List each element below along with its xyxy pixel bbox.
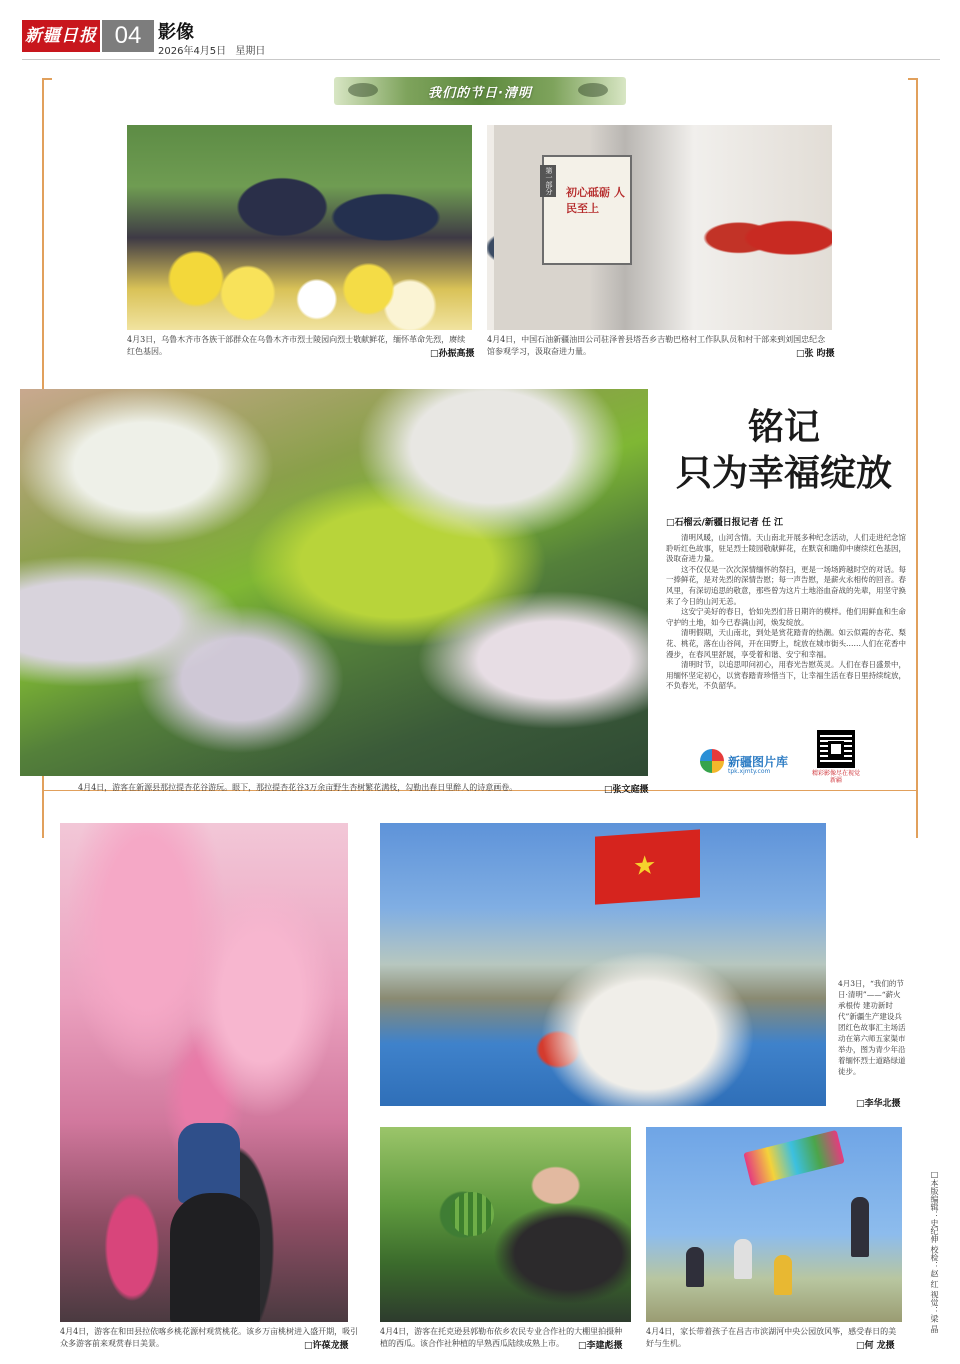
headline-line-1: 铭记 bbox=[747, 407, 820, 448]
bird-decoration-icon bbox=[348, 83, 378, 97]
article-body bbox=[666, 533, 908, 692]
photo-peach-blossom bbox=[60, 823, 348, 1322]
caption-photo-3 bbox=[78, 782, 598, 794]
caption-text: 4月4日，游客在和田县拉依喀乡桃花源村观赏桃花。该乡万亩桃树进入盛开期，吸引众多游客前来观赏春日美景。 bbox=[60, 1327, 359, 1348]
article-byline: □石榴云/新疆日报记者 任 江 bbox=[666, 518, 784, 528]
newspaper-logo: 新疆日报 bbox=[22, 20, 100, 52]
qr-code-finder bbox=[828, 741, 844, 757]
credit-photo-4: □许葆龙摄 bbox=[304, 1341, 349, 1351]
exhibit-board-tag: 第一部分 bbox=[540, 165, 556, 197]
kite bbox=[743, 1130, 844, 1186]
photo-martyrs-cemetery bbox=[127, 125, 472, 330]
credit-photo-2: □张 昀摄 bbox=[796, 349, 835, 359]
credit-photo-5: □李华北摄 bbox=[856, 1099, 901, 1109]
caption-text: 4月4日，家长带着孩子在昌吉市滨湖河中央公园放风筝，感受春日的美好与生机。 bbox=[646, 1327, 897, 1348]
photo-library-url[interactable]: tpk.xjmty.com bbox=[728, 768, 771, 775]
credit-photo-1: □孙振高摄 bbox=[430, 349, 475, 359]
red-flag bbox=[595, 829, 700, 904]
caption-text: 4月3日，“我们的节日·清明”——“薪火承根传 建功新时代”新疆生产建设兵团红色故事汇主场活动在第六师五家渠市举办，图为青少年沿着缅怀烈士道路绿道徒步。 bbox=[838, 979, 906, 1076]
photo-library-logo[interactable] bbox=[700, 748, 810, 774]
section-title: 影像 bbox=[158, 22, 194, 43]
caption-text: 4月4日，游客在新源县那拉提杏花谷游玩。眼下，那拉提杏花谷3万余亩野生杏树繁花满枝，勾勒出春日里醉人的诗意画卷。 bbox=[78, 783, 518, 792]
caption-text: 4月4日，游客在托克逊县郭勒布依乡农民专业合作社的大棚里拍摄种植的西瓜。该合作社种植的早熟西瓜陆续成熟上市。 bbox=[380, 1327, 623, 1348]
child-figure bbox=[178, 1123, 240, 1203]
banner-text: 我们的节日·清明 bbox=[428, 85, 532, 101]
qr-code-label: 精彩影像尽在视觉新疆 bbox=[811, 770, 860, 784]
frame-right-border bbox=[908, 78, 918, 838]
photo-youth-march bbox=[380, 823, 826, 1106]
watermelon bbox=[450, 1192, 494, 1236]
issue-weekday: 星期日 bbox=[235, 46, 266, 57]
article-paragraph: 这安宁美好的春日，恰如先烈们昔日期许的模样。他们用鲜血和生命守护的土地，如今已春满山河，焕发绽放。 bbox=[666, 607, 906, 627]
article-paragraph: 清明风暖，山河含情。天山南北开展多种纪念活动，人们走进纪念馆聆听红色故事，驻足烈士陵园敬献鲜花，在默哀和瞻仰中赓续红色基因，汲取奋进力量。 bbox=[666, 533, 906, 564]
camera-aperture-icon bbox=[700, 749, 724, 773]
person-figure bbox=[851, 1197, 869, 1257]
father-figure bbox=[170, 1193, 260, 1322]
exhibit-board bbox=[542, 155, 632, 265]
dateline bbox=[158, 42, 271, 57]
festival-banner bbox=[334, 77, 626, 105]
person-figure bbox=[734, 1239, 752, 1279]
article-paragraph: 清明假期，天山南北，到处是赏花踏青的热潮。如云似霞的杏花、梨花、桃花，落在山谷间，开在田野上，绽放在城市街头……人们在花香中漫步，在春风里舒展，享受着和谐、安宁和幸福。 bbox=[666, 628, 906, 659]
article-paragraph: 这不仅仅是一次次深情缅怀的祭扫，更是一场场跨越时空的对话。每一捧鲜花，是对先烈的深情告慰；每一声告慰，是薪火永相传的回音。春风里，有深切追思的敬意，那些曾为这片土地浴血奋战的先辈，用坚守换来了今日的山河无恙。 bbox=[666, 564, 906, 606]
headline-line-2: 只为幸福绽放 bbox=[675, 453, 892, 494]
page-number: 04 bbox=[102, 20, 154, 52]
credit-photo-3: □张文庭摄 bbox=[604, 785, 649, 795]
caption-photo-2 bbox=[487, 334, 832, 358]
qr-code-icon[interactable] bbox=[817, 730, 855, 768]
article-headline bbox=[660, 405, 908, 497]
photo-memorial-hall bbox=[487, 125, 832, 330]
photo-kite-flying bbox=[646, 1127, 902, 1322]
caption-photo-1 bbox=[127, 334, 472, 358]
caption-text: 4月3日，乌鲁木齐市各族干部群众在乌鲁木齐市烈士陵园向烈士敬献鲜花，缅怀革命先烈，赓续红色基因。 bbox=[127, 335, 466, 356]
person-figure bbox=[686, 1247, 704, 1287]
caption-text: 4月4日，中国石油新疆油田公司驻泽普县塔吾乡吉勒巴格村工作队队员和村干部来到刘国忠纪念馆参观学习，汲取奋进力量。 bbox=[487, 335, 826, 356]
photo-apricot-valley bbox=[20, 389, 648, 776]
issue-date: 2026年4月5日 bbox=[158, 46, 227, 57]
editorial-credits: □本版编辑：史纪伸 校检：赵 红 视觉：梁 晶 bbox=[930, 1170, 939, 1334]
person-figure bbox=[774, 1255, 792, 1295]
exhibit-board-title: 初心砥砺 人民至上 bbox=[566, 186, 625, 215]
landscape-decoration-icon bbox=[578, 83, 608, 97]
masthead bbox=[22, 20, 940, 60]
article-paragraph: 清明时节，以追思叩问初心，用春光告慰英灵。人们在春日盛景中，用缅怀坚定初心，以赏春踏青珍惜当下，让幸福生活在春日里持续绽放，不负春光，不负韶华。 bbox=[666, 660, 906, 691]
photo-library-name: 新疆图片库 bbox=[728, 754, 789, 769]
photo-watermelon-greenhouse bbox=[380, 1127, 631, 1322]
caption-photo-5 bbox=[838, 978, 908, 1077]
credit-photo-6: □李建彪摄 bbox=[578, 1341, 623, 1351]
credit-photo-7: □何 龙摄 bbox=[856, 1341, 895, 1351]
